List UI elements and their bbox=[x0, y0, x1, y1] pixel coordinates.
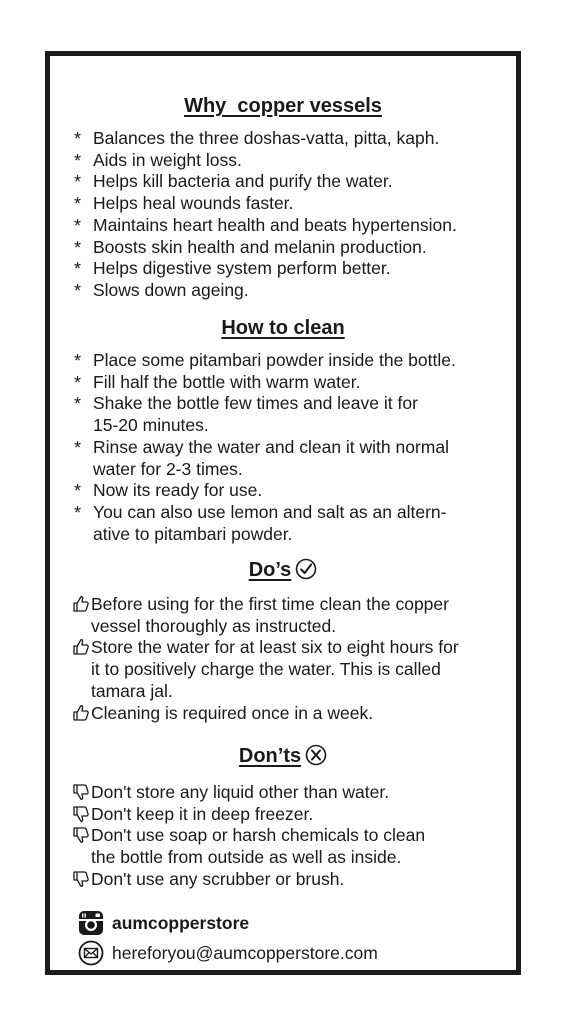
asterisk-icon: * bbox=[74, 481, 82, 502]
thumbs-down-icon bbox=[72, 804, 90, 824]
list-item: * Now its ready for use. bbox=[74, 480, 263, 502]
donts-heading: Don’ts bbox=[50, 744, 516, 768]
asterisk-icon: * bbox=[74, 194, 82, 215]
list-item: Store the water for at least six to eight hours for it to positively charge the water. This is called tamara jal. bbox=[50, 637, 516, 702]
asterisk-icon: * bbox=[74, 351, 82, 371]
asterisk-icon: * bbox=[74, 372, 82, 393]
list-item: Don't use soap or harsh chemicals to clean the bottle from outside as well as inside. bbox=[50, 825, 516, 868]
why-list bbox=[50, 128, 516, 302]
dos-list bbox=[50, 594, 516, 724]
thumbs-down-icon bbox=[72, 782, 90, 802]
envelope-icon bbox=[78, 940, 104, 966]
clean-list bbox=[50, 350, 516, 545]
list-item: Don't keep it in deep freezer. bbox=[50, 804, 516, 826]
list-item: Don't use any scrubber or brush. bbox=[50, 869, 516, 891]
cross-circle-icon bbox=[305, 744, 327, 766]
thumbs-down-icon bbox=[72, 825, 90, 845]
why-heading: Why copper vessels bbox=[184, 95, 382, 117]
list-item: * Rinse away the water and clean it with normal water for 2-3 times. bbox=[74, 436, 450, 479]
list-item: * Helps heal wounds faster. bbox=[74, 193, 294, 215]
asterisk-icon: * bbox=[74, 259, 82, 280]
donts-list bbox=[50, 782, 516, 891]
instagram-row bbox=[78, 910, 249, 936]
list-item: * Balances the three doshas-vatta, pitta, kaph. bbox=[74, 128, 440, 149]
instagram-handle: aumcopperstore bbox=[112, 912, 250, 933]
list-item: * Aids in weight loss. bbox=[74, 149, 242, 171]
list-item: * Place some pitambari powder inside the bottle. bbox=[74, 350, 456, 371]
asterisk-icon: * bbox=[74, 172, 82, 193]
list-item: * You can also use lemon and salt as an altern- ative to pitambari powder. bbox=[74, 501, 447, 544]
list-item: * Helps digestive system perform better. bbox=[74, 258, 391, 280]
asterisk-icon: * bbox=[74, 280, 82, 301]
thumbs-down-icon bbox=[72, 869, 90, 889]
dos-heading: Do’s bbox=[50, 558, 516, 582]
list-item: Cleaning is required once in a week. bbox=[50, 703, 516, 725]
asterisk-icon: * bbox=[74, 394, 82, 415]
asterisk-icon: * bbox=[74, 215, 82, 236]
list-item: * Boosts skin health and melanin production. bbox=[74, 236, 427, 258]
list-item: * Fill half the bottle with warm water. bbox=[74, 371, 361, 393]
list-item: * Helps kill bacteria and purify the water. bbox=[74, 171, 393, 193]
thumbs-up-icon bbox=[72, 703, 90, 723]
email-row bbox=[78, 940, 378, 966]
list-item: * Shake the bottle few times and leave it for 15-20 minutes. bbox=[74, 393, 418, 436]
instagram-icon bbox=[78, 910, 104, 936]
check-circle-icon bbox=[295, 558, 317, 580]
email-address: hereforyou@aumcopperstore.com bbox=[112, 942, 378, 963]
asterisk-icon: * bbox=[74, 237, 82, 258]
info-card bbox=[45, 51, 521, 975]
asterisk-icon: * bbox=[74, 129, 82, 149]
list-item: * Maintains heart health and beats hypertension. bbox=[74, 214, 457, 236]
asterisk-icon: * bbox=[74, 150, 82, 171]
thumbs-up-icon bbox=[72, 637, 90, 657]
clean-heading: How to clean bbox=[221, 317, 345, 339]
thumbs-up-icon bbox=[72, 594, 90, 614]
list-item: Don't store any liquid other than water. bbox=[50, 782, 516, 804]
list-item: Before using for the first time clean the copper vessel thoroughly as instructed. bbox=[50, 594, 516, 637]
list-item: * Slows down ageing. bbox=[74, 279, 249, 301]
asterisk-icon: * bbox=[74, 502, 82, 523]
asterisk-icon: * bbox=[74, 437, 82, 458]
